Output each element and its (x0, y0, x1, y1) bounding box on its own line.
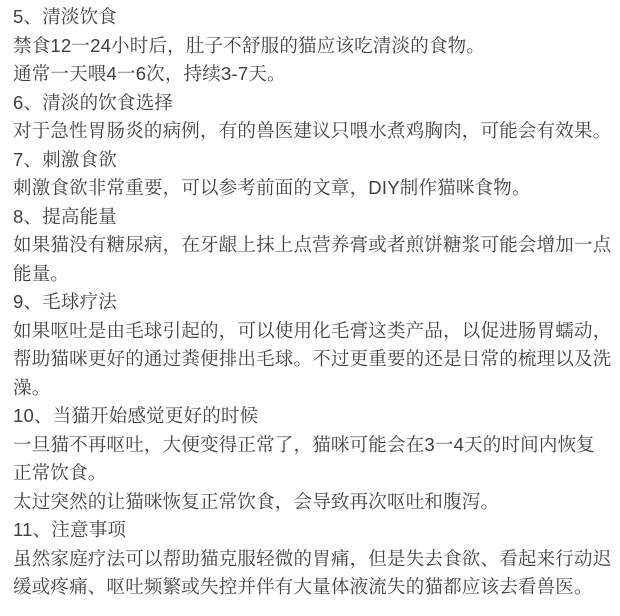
text-line: 如果呕吐是由毛球引起的，可以使用化毛膏这类产品，以促进肠胃蠕动， (13, 319, 612, 341)
section-heading: 7、刺激食欲 (13, 148, 117, 170)
text-line: 刺激食欲非常重要，可以参考前面的文章，DIY制作猫咪食物。 (13, 177, 531, 198)
text-line: 太过突然的让猫咪恢复正常饮食，会导致再次呕吐和腹泻。 (13, 490, 500, 512)
section-heading: 9、毛球疗法 (13, 291, 117, 312)
text-line: 通常一天喂4一6次，持续3-7天。 (13, 63, 286, 84)
section-heading: 10、当猫开始感觉更好的时候 (13, 405, 259, 426)
text-line: 虽然家庭疗法可以帮助猫克服轻微的胃痛，但是失去食欲、看起来行动迟 (13, 547, 612, 569)
text-line: 一旦猫不再呕吐，大便变得正常了，猫咪可能会在3一4天的时间内恢复 (13, 433, 595, 455)
text-line: 禁食12一24小时后，肚子不舒服的猫应该吃清淡的食物。 (13, 34, 486, 56)
text-line: 能量。 (13, 262, 70, 284)
text-line: 缓或疼痛、呕吐频繁或失控并伴有大量体液流失的猫都应该去看兽医。 (13, 576, 593, 597)
section-heading: 11、注意事项 (13, 519, 127, 540)
text-line: 正常饮食。 (13, 462, 107, 483)
text-line: 如果猫没有糖尿病，在牙龈上抹上点营养膏或者煎饼糖浆可能会增加一点 (13, 234, 612, 255)
section-heading: 8、提高能量 (13, 205, 117, 227)
section-heading: 6、清淡的饮食选择 (13, 91, 174, 113)
text-line: 帮助猫咪更好的通过粪便排出毛球。不过更重要的还是日常的梳理以及洗 (13, 348, 612, 369)
text-line: 对于急性胃肠炎的病例，有的兽医建议只喂水煮鸡胸肉，可能会有效果。 (13, 120, 612, 141)
text-line: 澡。 (13, 376, 51, 398)
section-heading: 5、清淡饮食 (13, 6, 117, 27)
